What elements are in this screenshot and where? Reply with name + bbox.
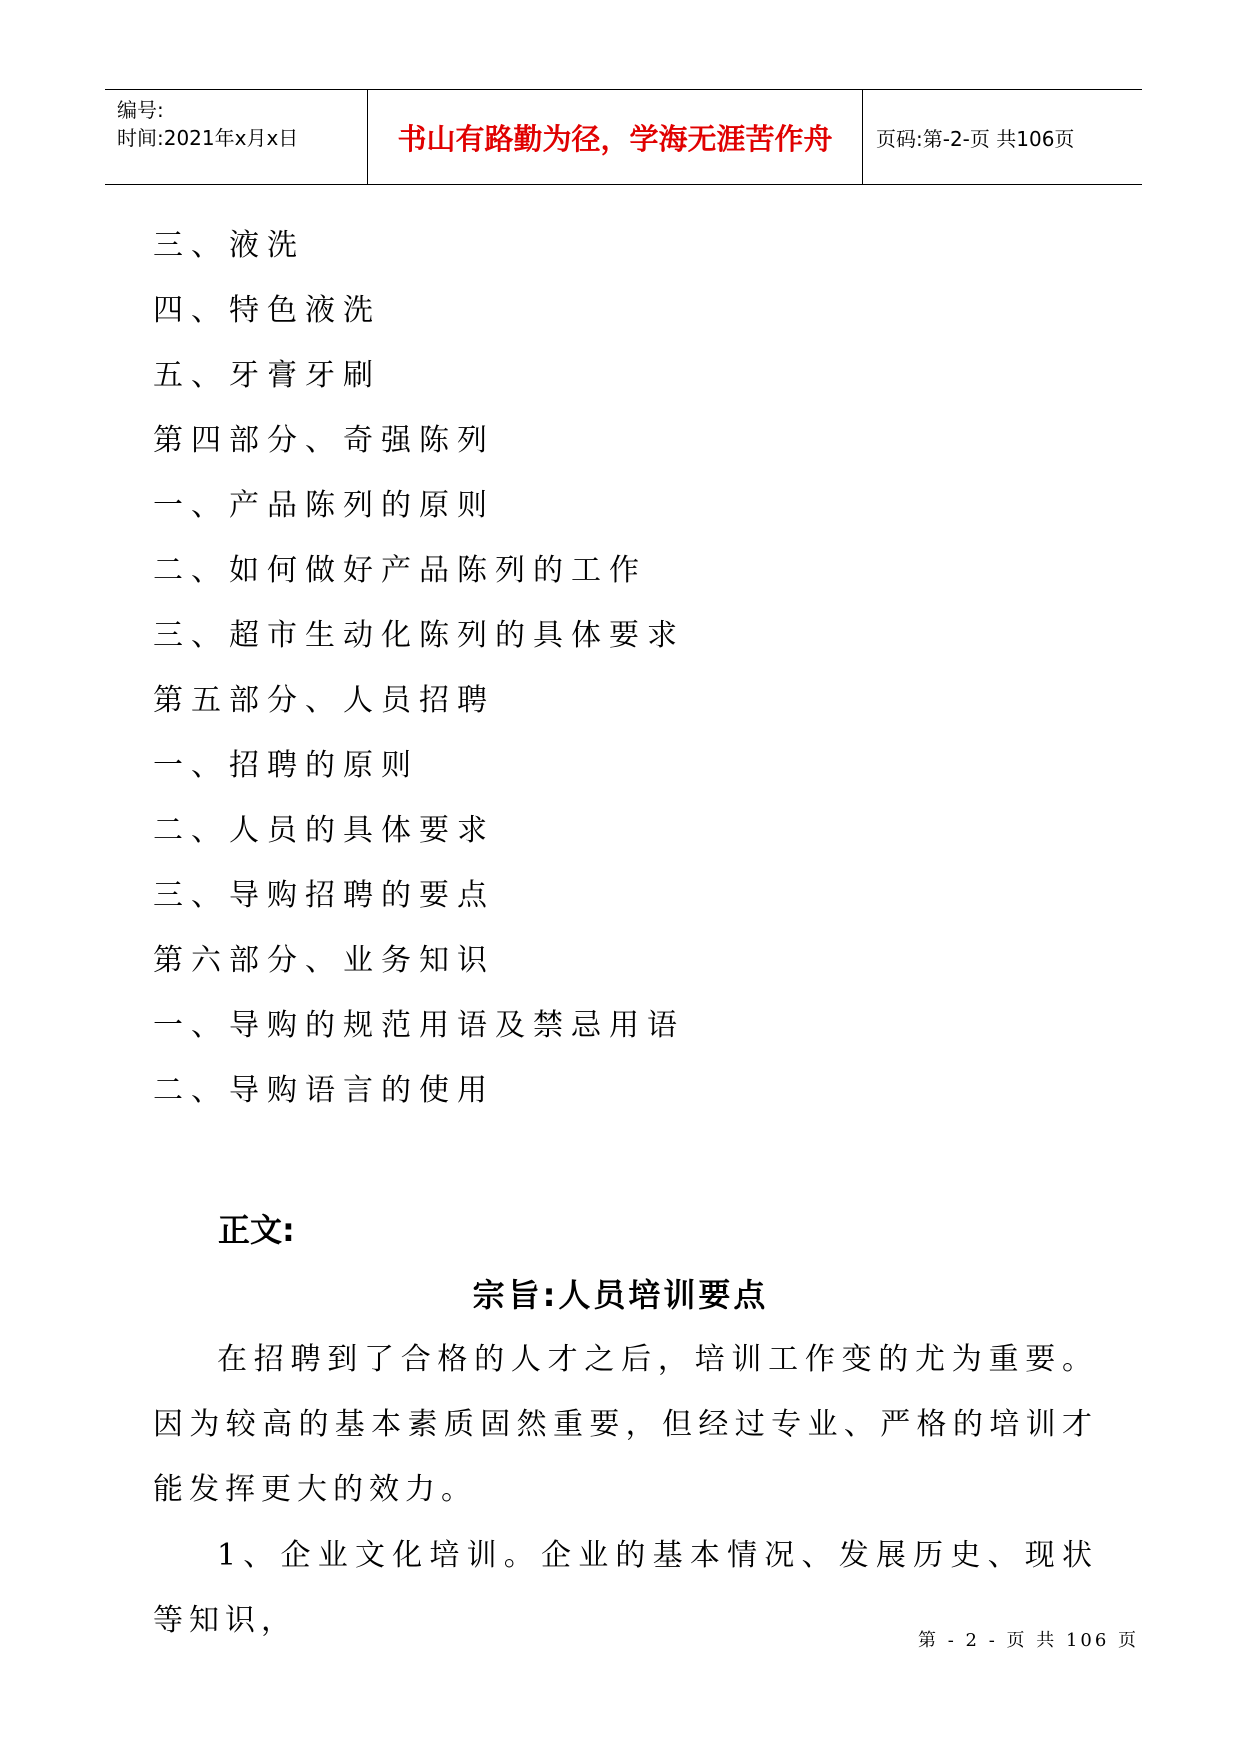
section-title: 宗旨:人员培训要点 [472, 1276, 769, 1314]
toc-item: 一、产品陈列的原则 [153, 488, 495, 523]
body-paragraph: 在招聘到了合格的人才之后，培训工作变的尤为重要。因为较高的基本素质固然重要，但经过专业、严格的培训才能发挥更大的效力。 [153, 1342, 1098, 1507]
body-heading: 正文: [218, 1211, 295, 1249]
toc-item: 三、液洗 [153, 228, 305, 263]
toc-item: 第六部分、业务知识 [153, 943, 495, 978]
toc-item: 二、如何做好产品陈列的工作 [153, 553, 647, 588]
time-label: 时间:2021年x月x日 [117, 126, 299, 150]
toc-item: 五、牙膏牙刷 [153, 358, 381, 393]
toc-item: 三、导购招聘的要点 [153, 878, 495, 913]
number-label: 编号: [117, 98, 164, 122]
toc-item: 四、特色液洗 [153, 293, 381, 328]
motto-text: 书山有路勤为径，学海无涯苦作舟 [397, 121, 833, 156]
toc-item: 一、招聘的原则 [153, 748, 419, 783]
page-footer: 第 - 2 - 页 共 106 页 [918, 1630, 1140, 1651]
toc-item: 第四部分、奇强陈列 [153, 423, 495, 458]
document-header [105, 89, 1142, 185]
header-meta-cell [105, 90, 367, 184]
toc-item: 三、超市生动化陈列的具体要求 [153, 618, 685, 653]
toc-item: 二、人员的具体要求 [153, 813, 495, 848]
page-code: 页码:第-2-页 共106页 [876, 126, 1075, 151]
toc-item: 第五部分、人员招聘 [153, 683, 495, 718]
toc-item: 一、导购的规范用语及禁忌用语 [153, 1008, 685, 1043]
toc-item: 二、导购语言的使用 [153, 1073, 495, 1108]
motto-cell [367, 90, 863, 184]
page-code-cell [862, 90, 1142, 184]
body-paragraph: 1、企业文化培训。企业的基本情况、发展历史、现状等知识， [153, 1538, 1098, 1638]
